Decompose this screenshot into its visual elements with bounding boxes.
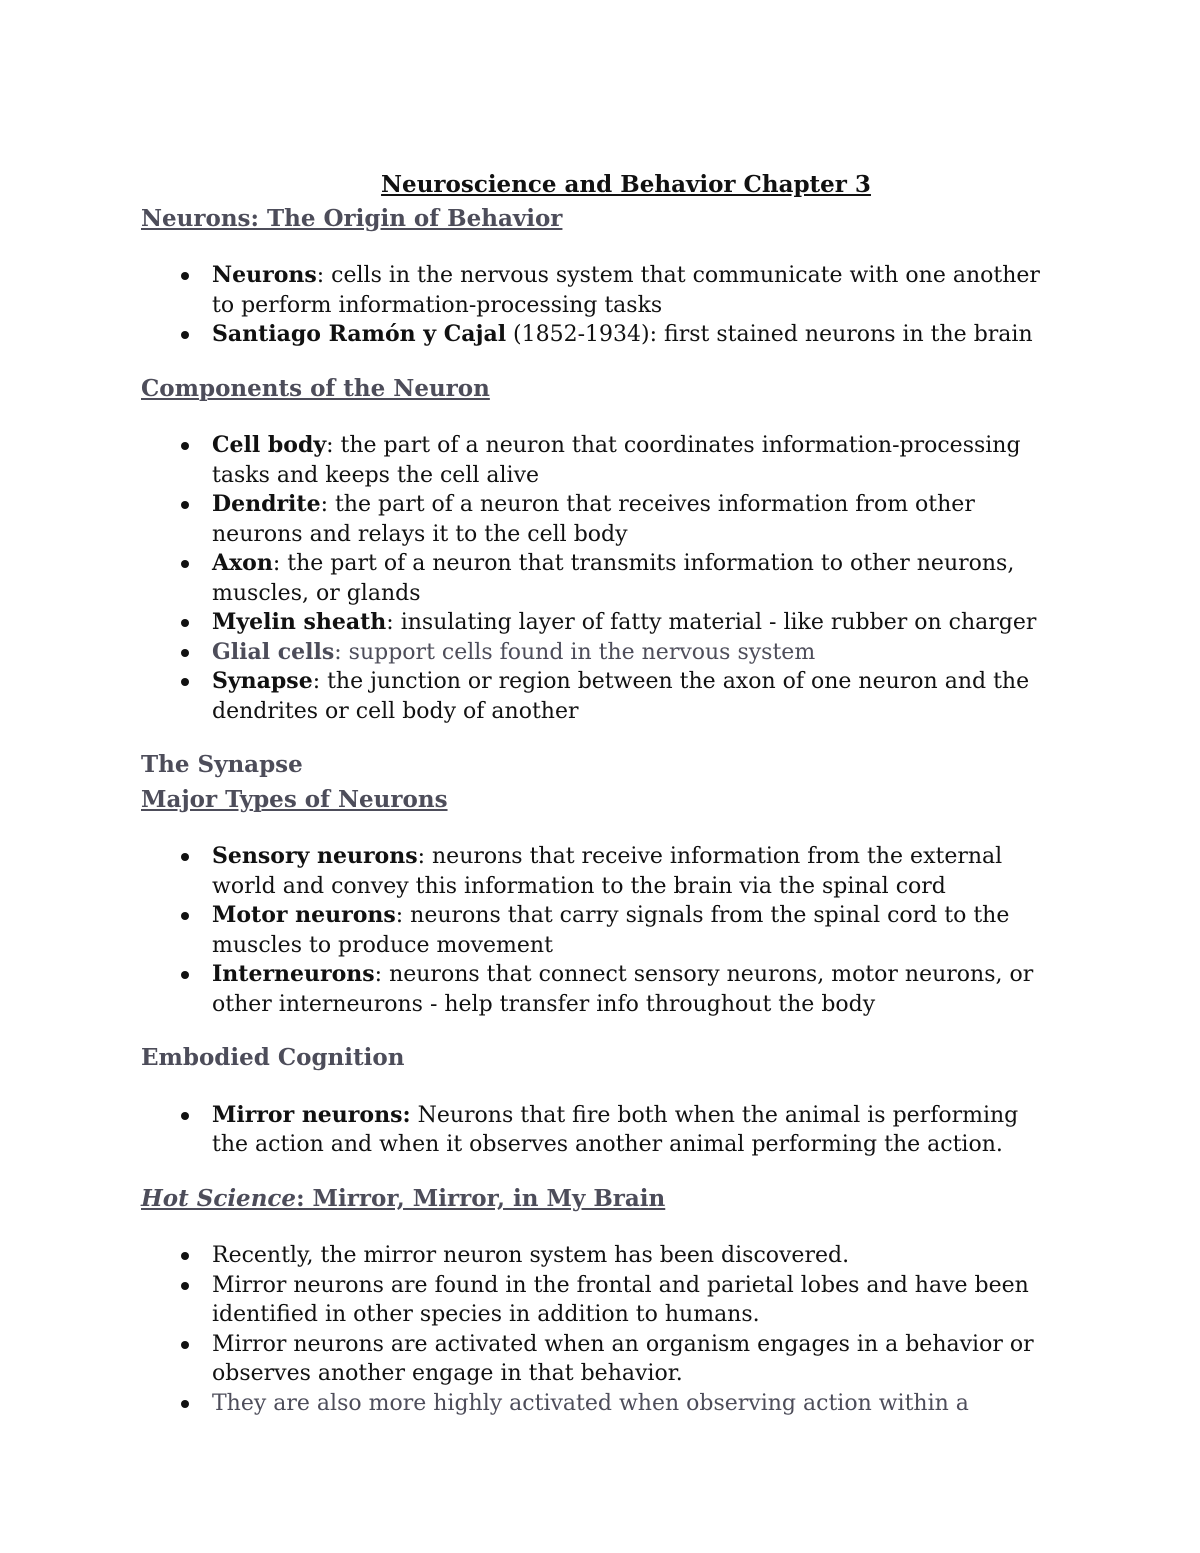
page-title: Neuroscience and Behavior Chapter 3	[381, 171, 871, 198]
list-item	[141, 667, 1061, 726]
list-item	[141, 842, 1061, 901]
section-heading-synapse: The Synapse	[141, 751, 303, 778]
document-body	[141, 170, 1061, 1418]
term-axon: Axon	[212, 550, 273, 576]
embodied-list	[141, 1101, 1061, 1160]
section-heading-embodied: Embodied Cognition	[141, 1044, 405, 1071]
term-neurons: Neurons	[212, 262, 317, 288]
origin-list	[141, 261, 1061, 350]
definition: : the part of a neuron that coordinates information-processing tasks and keeps the cell alive	[212, 433, 1021, 488]
components-list	[141, 431, 1061, 726]
list-item: Mirror neurons are activated when an organism engages in a behavior or observes another engage in that behavior.	[141, 1330, 1061, 1389]
list-item	[141, 960, 1061, 1019]
definition: : neurons that carry signals from the spinal cord to the muscles to produce movement	[212, 903, 1010, 958]
section-heading-hot-science	[141, 1184, 1061, 1214]
list-item	[141, 490, 1061, 549]
term-cell-body: Cell body	[212, 432, 327, 458]
hot-science-title: : Mirror, Mirror, in My Brain	[296, 1184, 666, 1212]
definition: : support cells found in the nervous system	[334, 639, 816, 665]
section-heading-origin: Neurons: The Origin of Behavior	[141, 204, 563, 232]
list-item	[141, 320, 1061, 350]
section-heading-components: Components of the Neuron	[141, 374, 490, 402]
definition: : neurons that connect sensory neurons, motor neurons, or other interneurons - help transfer info throughout the body	[212, 962, 1034, 1017]
hot-science-label: Hot Science	[141, 1184, 297, 1212]
hot-science-list	[141, 1241, 1061, 1418]
term-glial-cells: Glial cells	[212, 638, 335, 665]
term-mirror-neurons: Mirror neurons:	[212, 1101, 411, 1128]
list-item	[141, 638, 1061, 668]
term-sensory-neurons: Sensory neurons	[212, 843, 418, 869]
list-item	[141, 549, 1061, 608]
list-item	[141, 608, 1061, 638]
definition: : the part of a neuron that receives information from other neurons and relays it to the cell body	[212, 492, 975, 547]
list-item: Mirror neurons are found in the frontal and parietal lobes and have been identified in other species in addition to humans.	[141, 1271, 1061, 1330]
term-synapse: Synapse	[212, 668, 313, 694]
list-item	[141, 901, 1061, 960]
term-motor-neurons: Motor neurons	[212, 902, 396, 928]
list-item: They are also more highly activated when observing action within a	[141, 1389, 1061, 1419]
list-item	[141, 431, 1061, 490]
list-item	[141, 261, 1061, 320]
definition: : the junction or region between the axon of one neuron and the dendrites or cell body of another	[212, 669, 1030, 724]
definition: : insulating layer of fatty material - like rubber on charger	[386, 610, 1037, 635]
term-myelin-sheath: Myelin sheath	[212, 609, 387, 635]
term-dendrite: Dendrite	[212, 491, 321, 517]
section-heading-types: Major Types of Neurons	[141, 785, 448, 813]
term-cajal: Santiago Ramón y Cajal	[212, 321, 507, 347]
definition: : the part of a neuron that transmits information to other neurons, muscles, or glands	[212, 551, 1015, 606]
definition: : cells in the nervous system that communicate with one another to perform information-processing tasks	[212, 263, 1040, 318]
types-list	[141, 842, 1061, 1019]
definition: (1852-1934): first stained neurons in the brain	[506, 322, 1033, 347]
definition: : neurons that receive information from the external world and convey this information to the brain via the spinal cord	[212, 844, 1003, 899]
term-interneurons: Interneurons	[212, 961, 375, 987]
definition: Neurons that fire both when the animal is performing the action and when it observes another animal performing the action.	[212, 1102, 1019, 1157]
list-item	[141, 1101, 1061, 1160]
list-item: Recently, the mirror neuron system has been discovered.	[141, 1241, 1061, 1271]
